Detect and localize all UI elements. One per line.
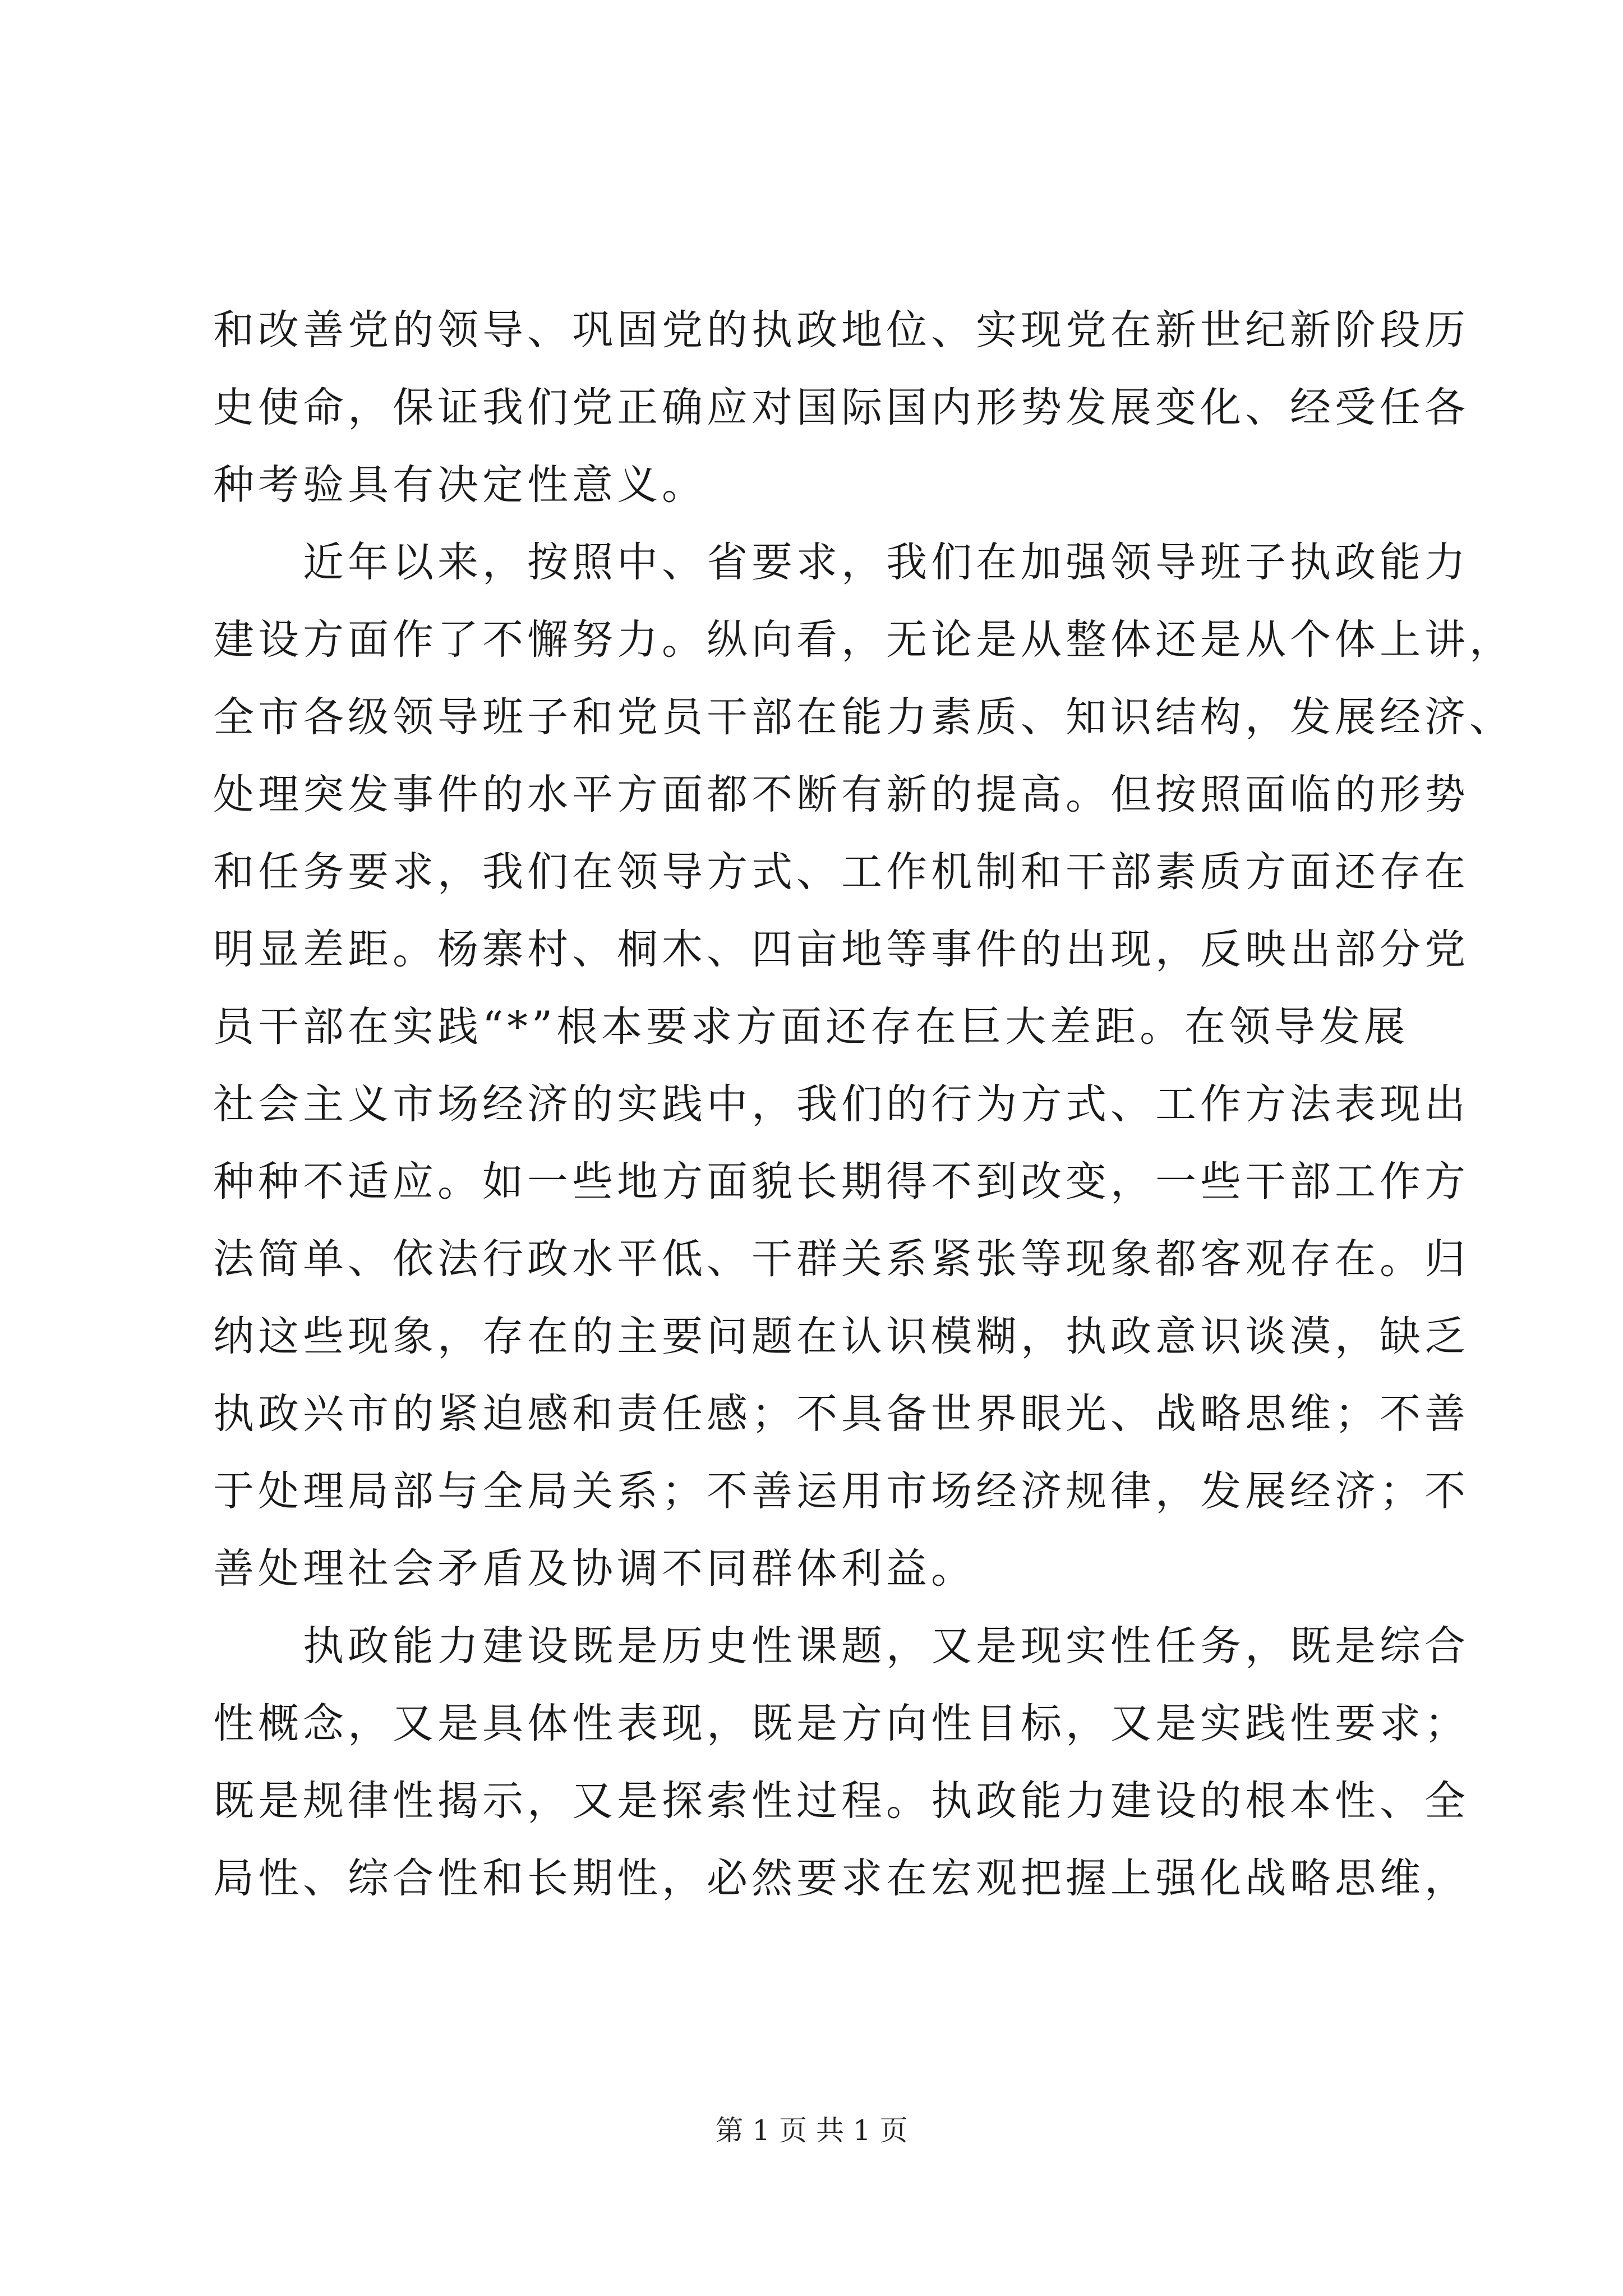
text-line: 于处理局部与全局关系；不善运用市场经济规律，发展经济；不 <box>213 1467 1469 1515</box>
text-line: 全市各级领导班子和党员干部在能力素质、知识结构，发展经济、 <box>213 693 1514 741</box>
text-line: 种考验具有决定性意义。 <box>213 461 707 509</box>
text-line: 和任务要求，我们在领导方式、工作机制和干部素质方面还存在 <box>213 848 1469 896</box>
text-line: 执政兴市的紧迫感和责任感；不具备世界眼光、战略思维；不善 <box>213 1390 1469 1438</box>
text-line: 局性、综合性和长期性，必然要求在宏观把握上强化战略思维， <box>213 1855 1469 1902</box>
text-line: 种种不适应。如一些地方面貌长期得不到改变，一些干部工作方 <box>213 1158 1469 1205</box>
text-line: 和改善党的领导、巩固党的执政地位、实现党在新世纪新阶段历 <box>213 306 1469 354</box>
text-line: 明显差距。杨寨村、桐木、四亩地等事件的出现，反映出部分党 <box>213 926 1469 973</box>
text-line: 纳这些现象，存在的主要问题在认识模糊，执政意识谈漠，缺乏 <box>213 1313 1469 1360</box>
text-line: 近年以来，按照中、省要求，我们在加强领导班子执政能力 <box>213 539 1469 586</box>
text-line: 性概念，又是具体性表现，既是方向性目标，又是实践性要求； <box>213 1700 1469 1747</box>
text-line: 既是规律性揭示，又是探索性过程。执政能力建设的根本性、全 <box>213 1777 1469 1825</box>
text-line: 处理突发事件的水平方面都不断有新的提高。但按照面临的形势 <box>213 771 1469 818</box>
text-line: 法简单、依法行政水平低、干群关系紧张等现象都客观存在。归 <box>213 1235 1469 1283</box>
text-line: 史使命，保证我们党正确应对国际国内形势发展变化、经受任各 <box>213 384 1469 431</box>
text-line: 社会主义市场经济的实践中，我们的行为方式、工作方法表现出 <box>213 1080 1469 1128</box>
text-line: 善处理社会矛盾及协调不同群体利益。 <box>213 1545 976 1593</box>
text-line: 执政能力建设既是历史性课题，又是现实性任务，既是综合 <box>213 1622 1469 1670</box>
document-body <box>213 292 1514 1917</box>
text-line: 员干部在实践“*”根本要求方面还存在巨大差距。在领导发展 <box>213 1003 1409 1051</box>
page-number-footer: 第 1 页 共 1 页 <box>715 2114 908 2147</box>
text-line: 建设方面作了不懈努力。纵向看，无论是从整体还是从个体上讲， <box>213 616 1514 664</box>
